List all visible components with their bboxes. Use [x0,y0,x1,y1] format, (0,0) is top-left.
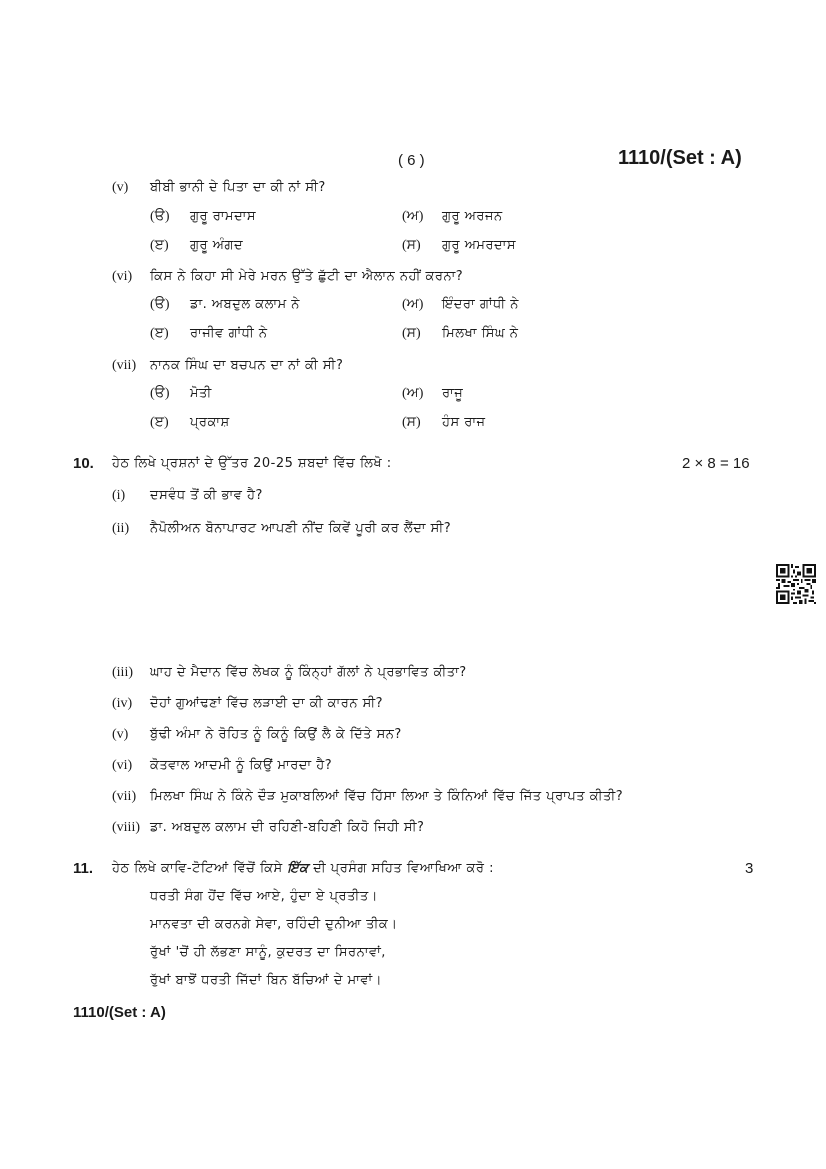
poem-line: ਰੁੱਖਾਂ ਬਾਝੋਂ ਧਰਤੀ ਜਿੱਦਾਂ ਬਿਨ ਬੱਚਿਆਂ ਦੇ ਮਾਵਾਂ। [150,973,382,988]
option-text: ਗੁਰੂ ਅੰਗਦ [190,238,244,253]
question-marks: 2 × 8 = 16 [682,455,750,472]
sub-question-number: (viii) [112,820,140,835]
question-marks: 3 [745,860,754,877]
option-label: (ਸ) [402,238,421,253]
sub-question-text: ਬੀਬੀ ਭਾਨੀ ਦੇ ਪਿਤਾ ਦਾ ਕੀ ਨਾਂ ਸੀ? [150,180,326,195]
sub-question-text: ਕਿਸ ਨੇ ਕਿਹਾ ਸੀ ਮੇਰੇ ਮਰਨ ਉੱਤੇ ਛੁੱਟੀ ਦਾ ਐਲਾਨ ਨਹੀਂ ਕਰਨਾ? [150,269,464,284]
option-label: (ੲ) [150,415,169,430]
option-text: ਡਾ. ਅਬਦੁਲ ਕਲਾਮ ਨੇ [190,297,300,312]
sub-question-number: (vii) [112,789,137,804]
sub-question-number: (i) [112,488,126,503]
option-label: (ੲ) [150,326,169,341]
sub-question-number: (ii) [112,521,130,536]
sub-question-text: ਬੁੱਢੀ ਅੰਮਾ ਨੇ ਰੋਹਿਤ ਨੂੰ ਕਿਨੂੰ ਕਿਉਂ ਲੈ ਕੇ ਦਿੱਤੇ ਸਨ? [150,727,402,742]
option-label: (ਅ) [402,297,424,312]
option-text: ਮਿਲਖਾ ਸਿੰਘ ਨੇ [442,326,519,341]
sub-question-text: ਡਾ. ਅਬਦੁਲ ਕਲਾਮ ਦੀ ਰਹਿਣੀ-ਬਹਿਣੀ ਕਿਹੋ ਜਿਹੀ ਸੀ? [150,820,425,835]
sub-question-number: (v) [112,180,129,195]
instruction-text: ਦੀ ਪ੍ਰਸੰਗ ਸਹਿਤ ਵਿਆਖਿਆ ਕਰੋ : [313,861,494,876]
poem-line: ਮਾਨਵਤਾ ਦੀ ਕਰਨਗੇ ਸੇਵਾ, ਰਹਿੰਦੀ ਦੁਨੀਆ ਤੀਕ। [150,917,398,932]
option-label: (ੳ) [150,209,170,224]
option-label: (ੲ) [150,238,169,253]
sub-question-text: ਨਾਨਕ ਸਿੰਘ ਦਾ ਬਚਪਨ ਦਾ ਨਾਂ ਕੀ ਸੀ? [150,358,344,373]
instruction-text: ਹੇਠ ਲਿਖੇ ਕਾਵਿ-ਟੋਟਿਆਂ ਵਿੱਚੋਂ ਕਿਸੇ [112,861,283,876]
option-text: ਹੰਸ ਰਾਜ [442,415,486,430]
sub-question-text: ਕੋਤਵਾਲ ਆਦਮੀ ਨੂੰ ਕਿਉਂ ਮਾਰਦਾ ਹੈ? [150,758,333,773]
option-text: ਰਾਜੂ [442,386,464,401]
sub-question-text: ਘਾਹ ਦੇ ਮੈਦਾਨ ਵਿੱਚ ਲੇਖਕ ਨੂੰ ਕਿੰਨ੍ਹਾਂ ਗੱਲਾਂ ਨੇ ਪ੍ਰਭਾਵਿਤ ਕੀਤਾ? [150,665,467,680]
sub-question-number: (vi) [112,758,133,773]
sub-question-number: (iii) [112,665,133,680]
option-label: (ਅ) [402,209,424,224]
option-label: (ਅ) [402,386,424,401]
option-text: ਗੁਰੂ ਅਰਜਨ [442,209,503,224]
sub-question-text: ਮਿਲਖਾ ਸਿੰਘ ਨੇ ਕਿੰਨੇ ਦੌੜ ਮੁਕਾਬਲਿਆਂ ਵਿੱਚ ਹਿੱਸਾ ਲਿਆ ਤੇ ਕਿੰਨਿਆਂ ਵਿੱਚ ਜਿੱਤ ਪ੍ਰਾਪਤ ਕੀਤੀ? [150,789,624,804]
sub-question-text: ਨੈਪੋਲੀਅਨ ਬੋਨਾਪਾਰਟ ਆਪਣੀ ਨੀਂਦ ਕਿਵੇਂ ਪੂਰੀ ਕਰ ਲੈਂਦਾ ਸੀ? [150,521,452,536]
paper-code-footer: 1110/(Set : A) [73,1004,166,1021]
sub-question-number: (vii) [112,358,137,373]
poem-line: ਧਰਤੀ ਸੰਗ ਹੋਂਦ ਵਿੱਚ ਆਏ, ਹੁੰਦਾ ਏ ਪ੍ਰਤੀਤ। [150,889,378,904]
option-text: ਪ੍ਰਕਾਸ਼ [190,415,230,430]
option-text: ਗੁਰੂ ਅਮਰਦਾਸ [442,238,517,253]
sub-question-number: (iv) [112,696,133,711]
sub-question-number: (v) [112,727,129,742]
sub-question-number: (vi) [112,269,133,284]
question-instruction: ਹੇਠ ਲਿਖੇ ਪ੍ਰਸ਼ਨਾਂ ਦੇ ਉੱਤਰ 20-25 ਸ਼ਬਦਾਂ ਵਿੱਚ ਲਿਖੋ : [112,456,392,471]
option-label: (ੳ) [150,297,170,312]
option-text: ਮੋਤੀ [190,386,212,401]
paper-code-header: 1110/(Set : A) [618,147,742,169]
question-number: 10. [73,455,94,472]
page-number: ( 6 ) [398,152,425,169]
question-instruction [112,861,494,876]
option-text: ਇੰਦਰਾ ਗਾਂਧੀ ਨੇ [442,297,519,312]
poem-line: ਰੁੱਖਾਂ 'ਚੋਂ ਹੀ ਲੱਭਣਾ ਸਾਨੂੰ, ਕੁਦਰਤ ਦਾ ਸਿਰਨਾਵਾਂ, [150,945,386,960]
instruction-emphasis: ਇੱਕ [287,861,309,876]
question-number: 11. [73,860,94,877]
option-label: (ੳ) [150,386,170,401]
option-label: (ਸ) [402,326,421,341]
sub-question-text: ਦੋਹਾਂ ਗੁਆਂਢਣਾਂ ਵਿੱਚ ਲੜਾਈ ਦਾ ਕੀ ਕਾਰਨ ਸੀ? [150,696,384,711]
sub-question-text: ਦਸਵੰਧ ਤੋਂ ਕੀ ਭਾਵ ਹੈ? [150,488,263,503]
qr-code-icon [776,564,816,604]
option-text: ਗੁਰੂ ਰਾਮਦਾਸ [190,209,257,224]
option-label: (ਸ) [402,415,421,430]
option-text: ਰਾਜੀਵ ਗਾਂਧੀ ਨੇ [190,326,268,341]
